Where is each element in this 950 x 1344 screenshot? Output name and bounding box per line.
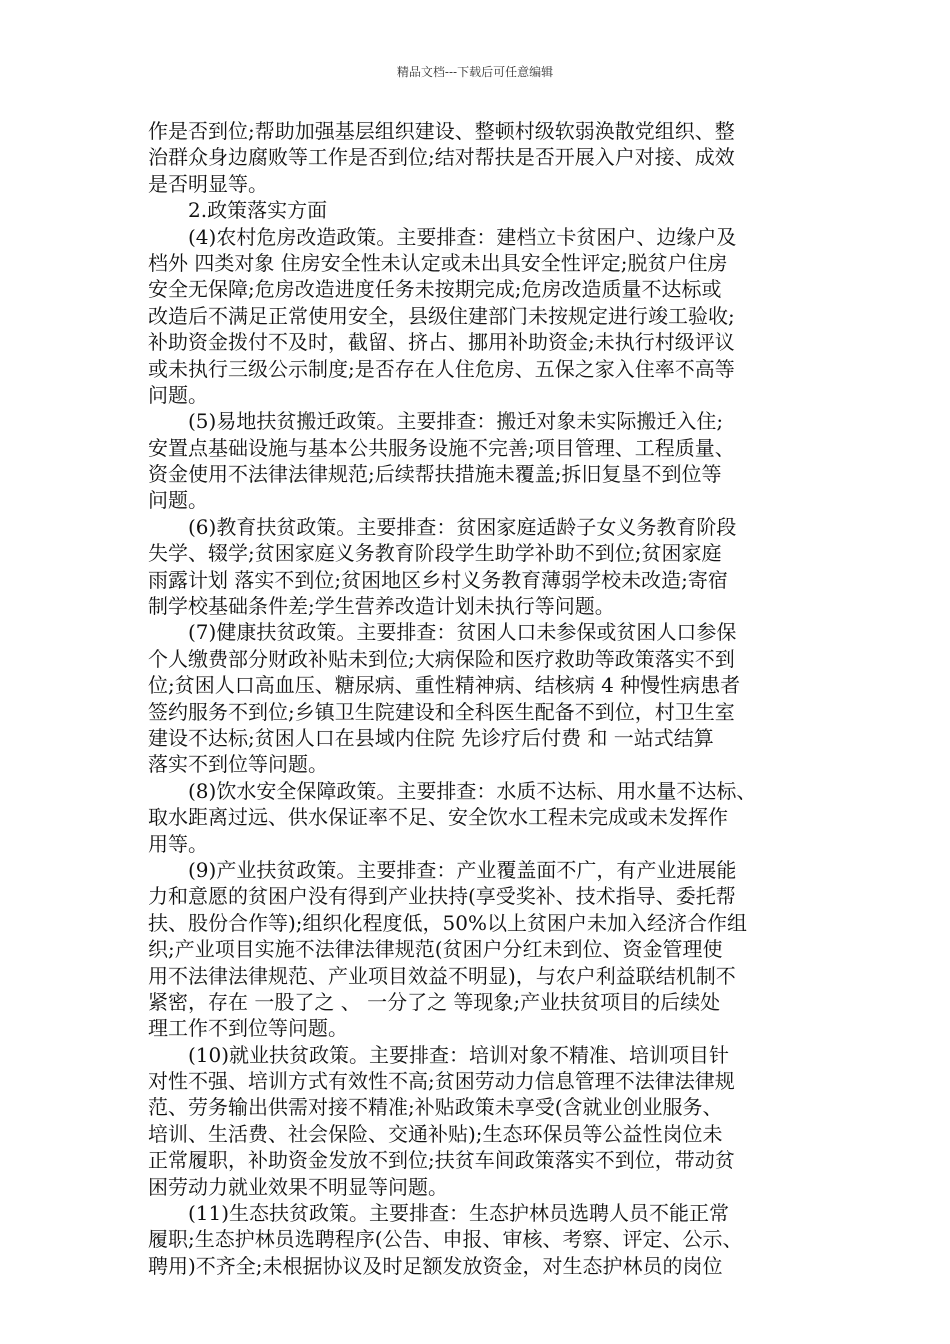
text-line: 问题。 [148,488,208,513]
text-line: 建设不达标;贫困人口在县域内住院 先诊疗后付费 和 一站式结算 [148,725,714,750]
text-line: 签约服务不到位;乡镇卫生院建设和全科医生配备不到位，村卫生室 [148,699,735,724]
document-body [148,118,832,1279]
text-line: 履职;生态护林员选聘程序(公告、申报、审核、考察、评定、公示、 [148,1227,743,1252]
text-line: 聘用)不齐全;未根据协议及时足额发放资金，对生态护林员的岗位 [148,1253,723,1278]
text-line: 或未执行三级公示制度;是否存在人住危房、五保之家入住率不高等 [148,356,735,381]
text-line: 正常履职，补助资金发放不到位;扶贫车间政策落实不到位，带动贫 [148,1148,735,1173]
text-line: 织;产业项目实施不法律法律规范(贫困户分红未到位、资金管理使 [148,937,723,962]
text-line: 制学校基础条件差;学生营养改造计划未执行等问题。 [148,594,615,619]
text-line: 资金使用不法律法律规范;后续帮扶措施未覆盖;拆旧复垦不到位等 [148,462,722,487]
text-line: 理工作不到位等问题。 [148,1016,348,1041]
text-line: 紧密，存在 一股了之 、 一分了之 等现象;产业扶贫项目的后续处 [148,989,721,1014]
text-line: 补助资金拨付不及时，截留、挤占、挪用补助资金;未执行村级评议 [148,330,735,355]
text-line: 取水距离过远、供水保证率不足、安全饮水工程未完成或未发挥作 [148,805,728,830]
text-line: 扶、股份合作等);组织化程度低，50%以上贫困户未加入经济合作组 [148,910,747,935]
text-line: 用不法律法律规范、产业项目效益不明显)，与农户利益联结机制不 [148,963,736,988]
text-line: (10)就业扶贫政策。主要排查：培训对象不精准、培训项目针 [148,1042,730,1067]
text-line: 是否明显等。 [148,171,268,196]
text-line: (5)易地扶贫搬迁政策。主要排查：搬迁对象未实际搬迁入住; [148,409,724,434]
text-line: 治群众身边腐败等工作是否到位;结对帮扶是否开展入户对接、成效 [148,145,735,170]
text-line: (6)教育扶贫政策。主要排查：贫困家庭适龄子女义务教育阶段 [148,514,737,539]
text-line: 个人缴费部分财政补贴未到位;大病保险和医疗救助等政策落实不到 [148,646,735,671]
text-line: 问题。 [148,382,208,407]
text-line: 安全无保障;危房改造进度任务未按期完成;危房改造质量不达标或 [148,277,722,302]
text-line: 2.政策落实方面 [148,198,328,223]
text-line: 失学、辍学;贫困家庭义务教育阶段学生助学补助不到位;贫困家庭 [148,541,722,566]
text-line: 范、劳务输出供需对接不精准;补贴政策未享受(含就业创业服务、 [148,1095,723,1120]
text-line: 雨露计划 落实不到位;贫困地区乡村义务教育薄弱学校未改造;寄宿 [148,567,728,592]
text-line: (9)产业扶贫政策。主要排查：产业覆盖面不广，有产业进展能 [148,857,737,882]
text-line: 改造后不满足正常使用安全，县级住建部门未按规定进行竣工验收; [148,303,735,328]
page-header: 精品文档---下载后可任意编辑 [396,65,554,79]
text-line: (11)生态扶贫政策。主要排查：生态护林员选聘人员不能正常 [148,1201,730,1226]
text-line: 档外 四类对象 住房安全性未认定或未出具安全性评定;脱贫户住房 [148,250,728,275]
text-line: 困劳动力就业效果不明显等问题。 [148,1174,448,1199]
text-line: (4)农村危房改造政策。主要排查：建档立卡贫困户、边缘户及 [148,224,737,249]
text-line: 用等。 [148,831,208,856]
text-line: 位;贫困人口高血压、糖尿病、重性精神病、结核病 4 种慢性病患者 [148,673,741,698]
text-line: 作是否到位;帮助加强基层组织建设、整顿村级软弱涣散党组织、整 [148,119,735,143]
text-line: 安置点基础设施与基本公共服务设施不完善;项目管理、工程质量、 [148,435,735,460]
text-line: 力和意愿的贫困户没有得到产业扶持(享受奖补、技术指导、委托帮 [148,884,736,909]
text-line: 培训、生活费、社会保险、交通补贴);生态环保员等公益性岗位未 [148,1121,723,1146]
text-line: 对性不强、培训方式有效性不高;贫困劳动力信息管理不法律法律规 [148,1069,735,1094]
text-line: (7)健康扶贫政策。主要排查：贫困人口未参保或贫困人口参保 [148,620,737,645]
text-line: (8)饮水安全保障政策。主要排查：水质不达标、用水量不达标、 [148,778,757,803]
text-line: 落实不到位等问题。 [148,752,328,777]
